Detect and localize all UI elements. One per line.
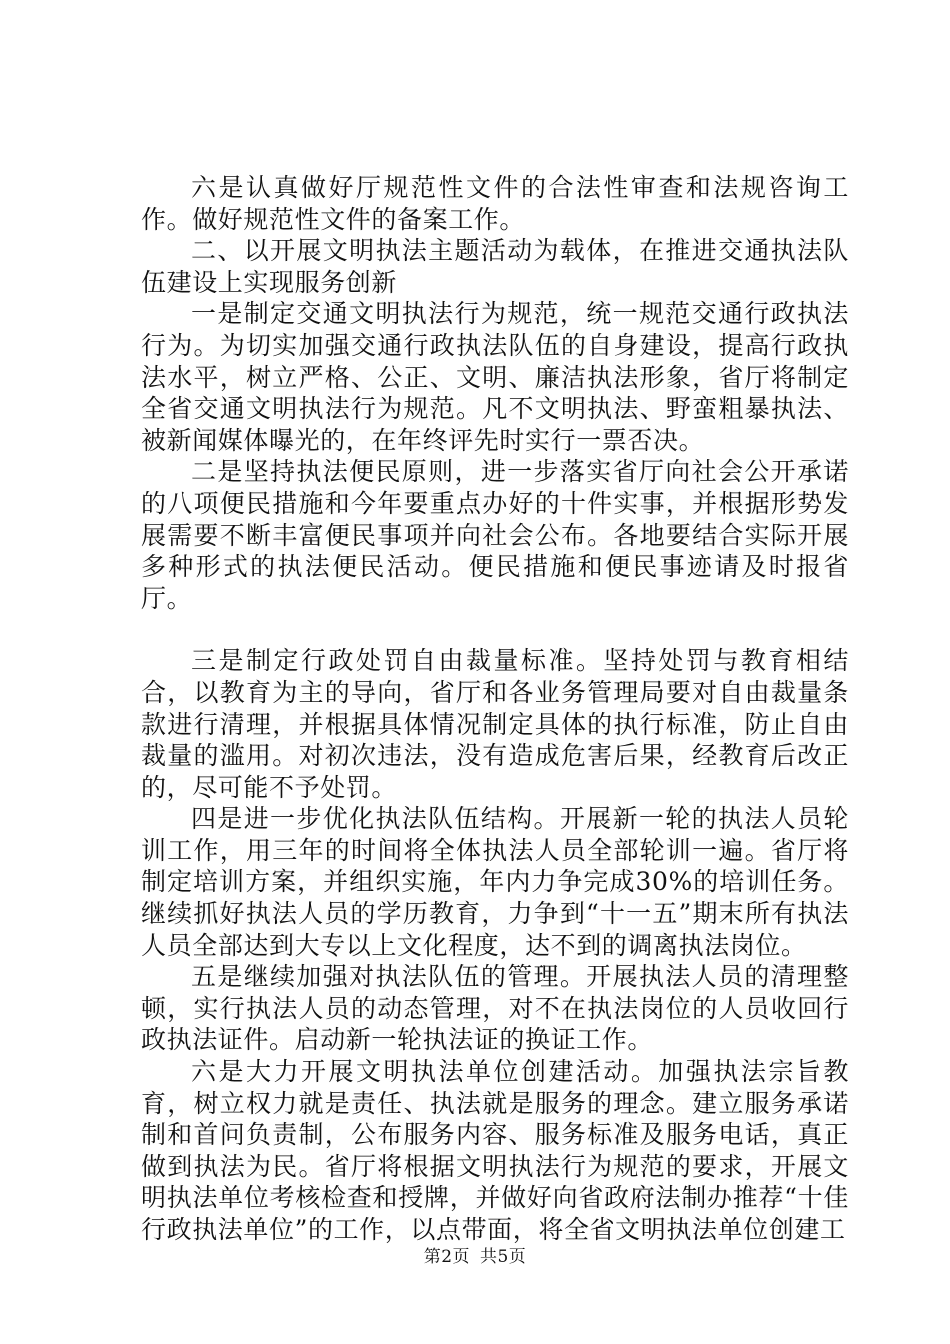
page-footer xyxy=(0,1242,950,1267)
paragraph-1: 六是认真做好厅规范性文件的合法性审查和法规咨询工作。做好规范性文件的备案工作。 xyxy=(141,173,849,234)
page-number: 第2页 xyxy=(423,1247,471,1267)
paragraph-3: 一是制定交通文明执法行为规范，统一规范交通行政执法行为。为切实加强交通行政执法队伍的自身建设，提高行政执法水平，树立严格、公正、文明、廉洁执法形象，省厅将制定全省交通文明执法行为规范。凡不文明执法、野蛮粗暴执法、被新闻媒体曝光的，在年终评先时实行一票否决。 xyxy=(141,299,849,455)
section-heading-2: 二、以开展文明执法主题活动为载体，在推进交通执法队伍建设上实现服务创新 xyxy=(141,236,849,297)
paragraph-6: 四是进一步优化执法队伍结构。开展新一轮的执法人员轮训工作，用三年的时间将全体执法人员全部轮训一遍。省厅将制定培训方案，并组织实施，年内力争完成30%的培训任务。继续抓好执法人员的学历教育，力争到“十一五”期末所有执法人员全部达到大专以上文化程度，达不到的调离执法岗位。 xyxy=(141,804,849,960)
paragraph-4: 二是坚持执法便民原则，进一步落实省厅向社会公开承诺的八项便民措施和今年要重点办好的十件实事，并根据形势发展需要不断丰富便民事项并向社会公布。各地要结合实际开展多种形式的执法便民活动。便民措施和便民事迹请及时报省厅。 xyxy=(141,457,849,613)
paragraph-5: 三是制定行政处罚自由裁量标准。坚持处罚与教育相结合，以教育为主的导向，省厅和各业务管理局要对自由裁量条款进行清理，并根据具体情况制定具体的执行标准，防止自由裁量的滥用。对初次违法，没有造成危害后果，经教育后改正的，尽可能不予处罚。 xyxy=(141,646,849,802)
page-total: 共5页 xyxy=(479,1247,527,1267)
document-body xyxy=(141,172,849,1246)
paragraph-8: 六是大力开展文明执法单位创建活动。加强执法宗旨教育，树立权力就是责任、执法就是服务的理念。建立服务承诺制和首问负责制，公布服务内容、服务标准及服务电话，真正做到执法为民。省厅将根据文明执法行为规范的要求，开展文明执法单位考核检查和授牌，并做好向省政府法制办推荐“十佳行政执法单位”的工作，以点带面，将全省文明执法单位创建工 xyxy=(141,1057,849,1244)
paragraph-gap xyxy=(141,614,849,645)
paragraph-7: 五是继续加强对执法队伍的管理。开展执法人员的清理整顿，实行执法人员的动态管理，对不在执法岗位的人员收回行政执法证件。启动新一轮执法证的换证工作。 xyxy=(141,962,849,1055)
